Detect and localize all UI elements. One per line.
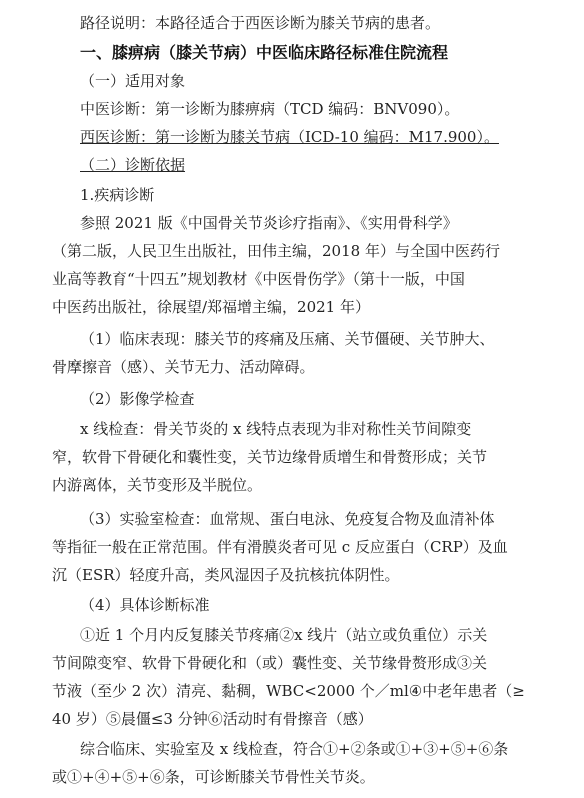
reference-line-3: 业高等教育“十四五”规划教材《中医骨伤学》（第十一版，中国 <box>52 270 465 288</box>
criteria-line-4: 40 岁）⑤晨僵≤3 分钟⑥活动时有骨擦音（感） <box>52 710 373 728</box>
path-note: 路径说明：本路径适合于西医诊断为膝关节病的患者。 <box>80 14 441 32</box>
lab-line-3: 沉（ESR）轻度升高，类风湿因子及抗核抗体阴性。 <box>52 566 400 584</box>
conclusion-line-1: 综合临床、实验室及 x 线检查，符合①+②条或①+③+⑤+⑥条 <box>80 740 509 758</box>
reference-line-2: （第二版，人民卫生出版社，田伟主编，2018 年）与全国中医药行 <box>52 242 500 260</box>
western-diagnosis: 西医诊断：第一诊断为膝关节病（ICD-10 编码：M17.900）。 <box>80 128 499 146</box>
xray-line-2: 窄，软骨下骨硬化和囊性变，关节边缘骨质增生和骨赘形成；关节 <box>52 448 488 466</box>
conclusion-line-2: 或①+④+⑤+⑥条，可诊断膝关节骨性关节炎。 <box>52 768 375 786</box>
xray-line-1: x 线检查：骨关节炎的 x 线特点表现为非对称性关节间隙变 <box>80 420 472 438</box>
lab-line-1: （3）实验室检查：血常规、蛋白电泳、免疫复合物及血清补体 <box>80 510 495 528</box>
clinical-manifestation-2: 骨摩擦音（感）、关节无力、活动障碍。 <box>52 358 315 376</box>
subheading-applicable-object: （一）适用对象 <box>80 72 186 90</box>
clinical-manifestation-1: （1）临床表现：膝关节的疼痛及压痛、关节僵硬、关节肿大、 <box>80 330 495 348</box>
criteria-heading: （4）具体诊断标准 <box>80 596 210 614</box>
imaging-heading: （2）影像学检查 <box>80 390 195 408</box>
subheading-diagnosis-basis: （二）诊断依据 <box>80 156 186 174</box>
criteria-line-2: 节间隙变窄、软骨下骨硬化和（或）囊性变、关节缘骨赘形成③关 <box>52 654 488 672</box>
tcm-diagnosis: 中医诊断：第一诊断为膝痹病（TCD 编码：BNV090）。 <box>80 100 460 118</box>
lab-line-2: 等指征一般在正常范围。伴有滑膜炎者可见 c 反应蛋白（CRP）及血 <box>52 538 508 556</box>
criteria-line-1: ①近 1 个月内反复膝关节疼痛②x 线片（站立或负重位）示关 <box>80 626 488 644</box>
reference-line-1: 参照 2021 版《中国骨关节炎诊疗指南》、《实用骨科学》 <box>80 214 458 232</box>
criteria-line-3: 节液（至少 2 次）清亮、黏稠，WBC<2000 个／ml④中老年患者（≥ <box>52 682 525 700</box>
section-heading: 一、膝痹病（膝关节病）中医临床路径标准住院流程 <box>80 43 449 62</box>
xray-line-3: 内游离体，关节变形及半脱位。 <box>52 476 263 494</box>
reference-line-4: 中医药出版社，徐展望/郑福增主编，2021 年） <box>52 298 370 316</box>
disease-diagnosis-heading: 1.疾病诊断 <box>80 186 155 204</box>
